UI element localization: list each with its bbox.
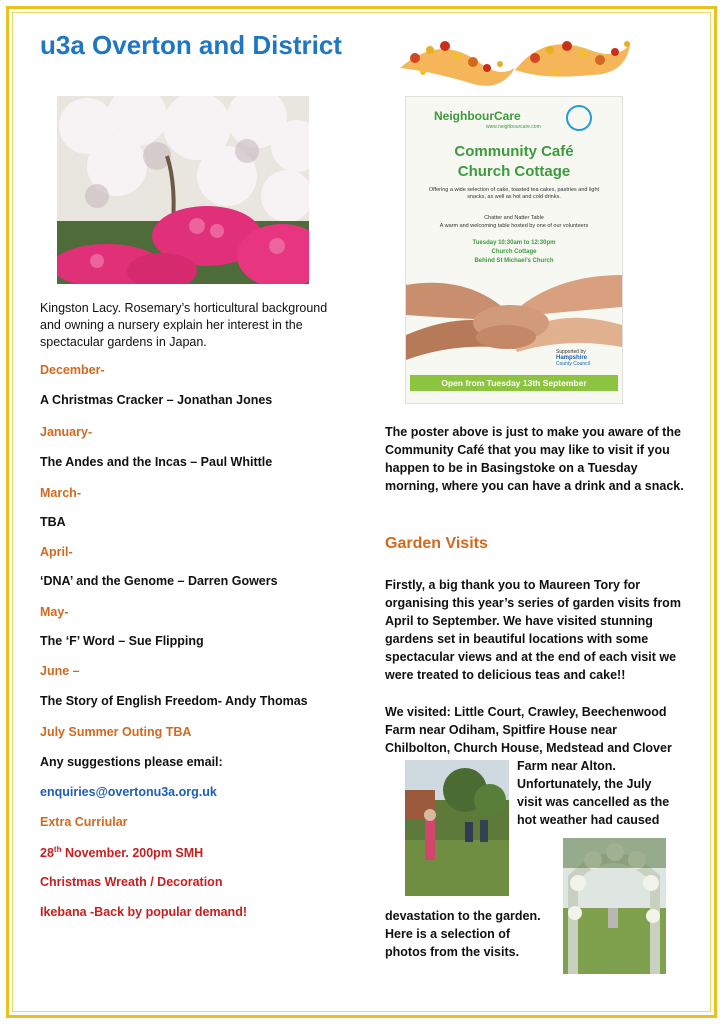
extra-date-text: November. 200pm SMH [61, 846, 204, 861]
poster-open-date: Open from Tuesday 13th September [410, 375, 618, 391]
programme-line: Any suggestions please email: [40, 755, 223, 769]
programme-line[interactable]: enquiries@overtonu3a.org.uk [40, 785, 217, 799]
programme-line: July Summer Outing TBA [40, 725, 192, 739]
programme-line: The Andes and the Incas – Paul Whittle [40, 455, 273, 469]
programme-line: June – [40, 664, 80, 678]
visited-line-7: hot weather had caused [517, 813, 660, 827]
neighbourcare-logo-icon [566, 105, 592, 131]
poster-note: The poster above is just to make you aware of the Community Café that you may like to visit if you happen to be in Basingstoke on a Tuesday morning, where you can have a drink and a snack. [385, 425, 684, 493]
programme-line: A Christmas Cracker – Jonathan Jones [40, 393, 273, 407]
japanese-garden-photo [57, 96, 309, 284]
poster-title-2: Church Cottage [457, 163, 571, 180]
programme-line: March- [40, 486, 81, 500]
poster-time: Tuesday 10:30am to 12:30pm [472, 240, 556, 246]
programme-line: January- [40, 425, 93, 439]
garden-visits-paragraph-1: Firstly, a big thank you to Maureen Tory for organising this year’s series of garden visits from April to September. We have visited stunning gardens set in beautiful locations with some spectacular views and at the end of each visit we were treated to delicious teas and cake!! [385, 578, 681, 682]
poster-supported [556, 349, 590, 367]
extra-ikebana: Ikebana -Back by popular demand! [40, 905, 247, 919]
visited-line-6: visit was cancelled as the [517, 795, 670, 809]
visited-line-4: Farm near Alton. [517, 759, 616, 773]
poster-brand: NeighbourCare [434, 109, 521, 123]
extra-date-number: 28 [40, 846, 54, 861]
programme-line: The ‘F’ Word – Sue Flipping [40, 634, 204, 648]
poster-title-1: Community Café [454, 143, 574, 160]
visited-line-2: Farm near Odiham, Spitfire House near [385, 723, 618, 737]
poster-place-2: Behind St Michael’s Church [474, 258, 554, 264]
intro-paragraph: Kingston Lacy. Rosemary’s horticultural background and owning a nursery explain her interest in the spectacular gardens in Japan. [40, 301, 328, 349]
programme-line: The Story of English Freedom- Andy Thomas [40, 694, 308, 708]
poster-supported-by: Supported by [556, 349, 586, 355]
visited-line-3: Chilbolton, Church House, Medstead and Clover [385, 741, 672, 755]
visited-line-5: Unfortunately, the July [517, 777, 652, 791]
garden-visit-photo-1 [405, 760, 509, 896]
garden-visits-heading: Garden Visits [385, 535, 488, 552]
newsletter-title: u3a Overton and District [40, 30, 342, 60]
devastation-line-3: photos from the visits. [385, 945, 520, 959]
autumn-leaves-decoration [395, 28, 635, 88]
poster-url: www.neighbourcare.com [486, 124, 541, 130]
extra-date [40, 845, 203, 860]
programme-line: TBA [40, 515, 66, 529]
devastation-line-2: Here is a selection of [385, 927, 511, 941]
poster-chatter-desc: A warm and welcoming table hosted by one of our volunteers [439, 223, 589, 229]
extra-wreath: Christmas Wreath / Decoration [40, 875, 223, 889]
poster-description: Offering a wide selection of cake, toasted tea cakes, pastries and light snacks, as well as hot and cold drinks. [428, 187, 600, 200]
programme-line: Extra Curriular [40, 815, 128, 829]
programme-line: April- [40, 545, 73, 559]
programme-line: ‘DNA’ and the Genome – Darren Gowers [40, 574, 278, 588]
poster-chatter: Chatter and Natter Table [484, 215, 544, 221]
programme-line: May- [40, 605, 69, 619]
devastation-line-1: devastation to the garden. [385, 909, 541, 923]
programme-line: December- [40, 363, 105, 377]
visited-line-1: We visited: Little Court, Crawley, Beechenwood [385, 705, 667, 719]
poster-council-2: County Council [556, 361, 590, 367]
community-cafe-poster [405, 96, 623, 404]
poster-council-1: Hampshire [556, 355, 588, 361]
extra-date-suffix: th [53, 845, 62, 854]
poster-place-1: Church Cottage [491, 249, 537, 255]
